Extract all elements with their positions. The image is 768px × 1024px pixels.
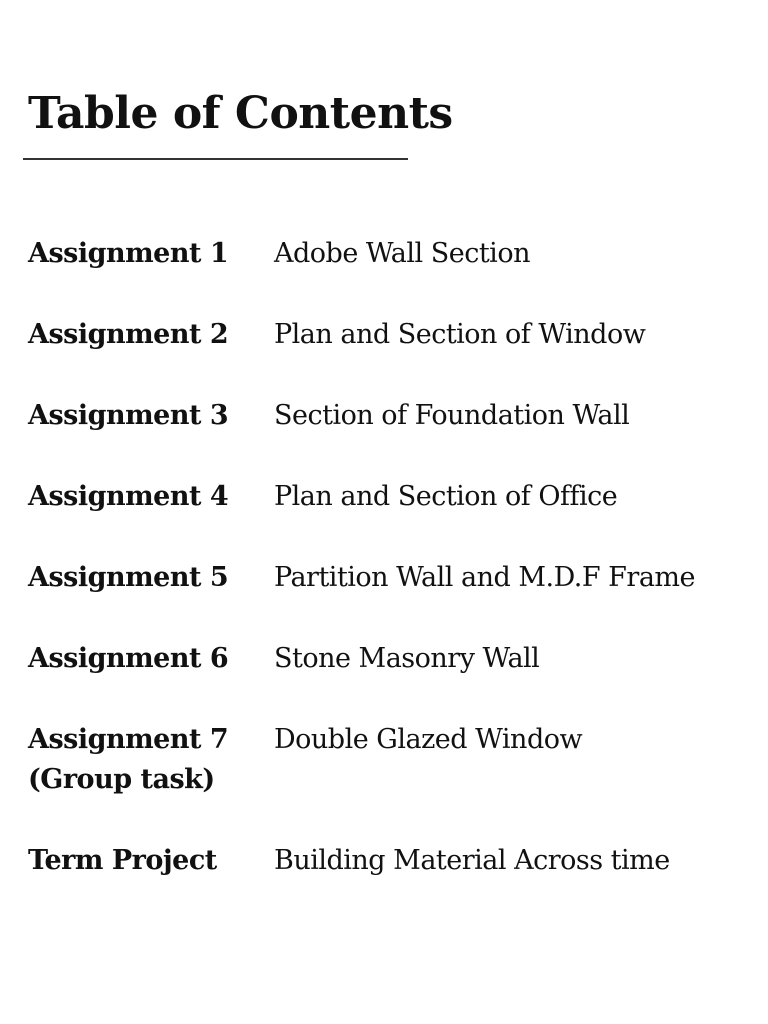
toc-entry-label: Assignment 5 (28, 562, 229, 593)
toc-entry-assignment-4 (28, 477, 748, 521)
toc-entry-label: Assignment 6 (28, 643, 229, 674)
toc-entry-description: Plan and Section of Office (274, 481, 618, 512)
toc-entry-description: Adobe Wall Section (274, 238, 530, 269)
toc-entry-label: Assignment 1 (28, 238, 229, 269)
toc-entry-description: Plan and Section of Window (274, 319, 646, 350)
page-title: Table of Contents (28, 88, 453, 139)
toc-entry-assignment-1 (28, 234, 748, 278)
toc-entry-description: Stone Masonry Wall (274, 643, 540, 674)
toc-entry-description: Section of Foundation Wall (274, 400, 630, 431)
toc-entry-assignment-3 (28, 396, 748, 440)
toc-entry-label: Term Project (28, 845, 217, 876)
toc-entry-label: Assignment 4 (28, 481, 229, 512)
toc-entry-assignment-6 (28, 639, 748, 683)
toc-entry-label: Assignment 3 (28, 400, 229, 431)
toc-entry-description: Building Material Across time (274, 845, 670, 876)
toc-entry-label: Assignment 2 (28, 319, 229, 350)
toc-entry-description: Partition Wall and M.D.F Frame (274, 562, 695, 593)
toc-entry-assignment-7 (28, 720, 748, 804)
toc-entry-label: Assignment 7 (28, 724, 229, 755)
toc-entry-term-project (28, 841, 748, 885)
title-divider (23, 158, 408, 160)
toc-entry-description: Double Glazed Window (274, 724, 583, 755)
toc-entry-assignment-5 (28, 558, 748, 602)
toc-entry-sublabel: (Group task) (28, 764, 215, 795)
toc-entry-assignment-2 (28, 315, 748, 359)
